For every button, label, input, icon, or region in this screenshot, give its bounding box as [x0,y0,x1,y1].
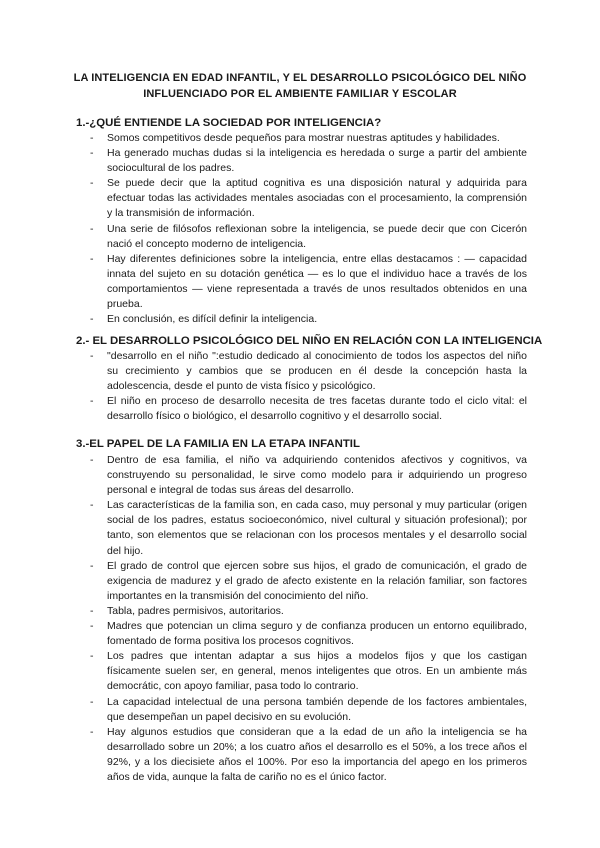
bullet-dash: - [90,252,94,265]
list-item: - La capacidad intelectual de una persona también depende de los factores ambientales, que desempeñan un papel decisivo en su evolución. [90,695,527,723]
bullet-dash: - [90,499,94,512]
document-title [60,70,540,102]
bullet-dash: - [90,620,94,633]
section-3-heading: 3.-EL PAPEL DE LA FAMILIA EN LA ETAPA INFANTIL [76,438,360,450]
list-item: - Las características de la familia son, en cada caso, muy personal y muy particular (origen social de los padres, estatus socioeconómico, nivel cultural y situación profesional); por tanto, son elementos que se relacionan con los procesos mentales y el desarrollo social del hijo. [90,499,527,557]
bullet-dash: - [90,395,94,408]
list-item: - Somos competitivos desde pequeños para mostrar nuestras aptitudes y habilidades. [0,131,527,146]
section-2-list [0,349,527,424]
bullet-dash: - [90,650,94,663]
bullet-dash: - [90,350,94,362]
bullet-dash: - [90,695,94,708]
list-item: - Una serie de filósofos reflexionan sobre la inteligencia, se puede decir que con Cicerón nació el concepto moderno de inteligencia. [90,222,527,250]
bullet-dash: - [90,313,94,326]
list-item: - Tabla, padres permisivos, autoritarios. [0,604,527,619]
bullet-dash: - [90,177,94,190]
bullet-dash: - [90,147,94,160]
bullet-dash: - [90,454,94,466]
title-line-2: INFLUENCIADO POR EL AMBIENTE FAMILIAR Y ESCOLAR [143,88,457,100]
list-item: - Se puede decir que la aptitud cognitiva es una disposición natural y adquirida para efectuar todas las actividades mentales asociadas con el procesamiento, la comprensión y la transmisión de información. [90,177,527,220]
title-line-1: LA INTELIGENCIA EN EDAD INFANTIL, Y EL DESARROLLO PSICOLÓGICO DEL NIÑO [73,72,527,84]
list-item: - Hay diferentes definiciones sobre la inteligencia, entre ellas destacamos : — capacidad innata del sujeto en su dotación genética — es lo que el individuo hace a través de los comportamientos — viene representada a través de unos resultados obtenidos en una prueba. [90,252,527,311]
bullet-dash: - [90,132,94,144]
list-item: - Ha generado muchas dudas si la inteligencia es heredada o surge a partir del ambiente sociocultural de los padres. [90,147,527,175]
section-1-heading: 1.-¿QUÉ ENTIENDE LA SOCIEDAD POR INTELIGENCIA? [76,117,382,129]
list-item: - El grado de control que ejercen sobre sus hijos, el grado de comunicación, el grado de exigencia de madurez y el grado de afecto existente en la relación familiar, son factores importantes en la transmisión del conocimiento del niño. [90,559,527,602]
list-item: - El niño en proceso de desarrollo necesita de tres facetas durante todo el ciclo vital: el desarrollo físico o biológico, el desarrollo cognitivo y el desarrollo social. [90,395,527,423]
list-item: - Dentro de esa familia, el niño va adquiriendo contenidos afectivos y cognitivos, va construyendo su personalidad, le sirve como modelo para ir adquiriendo un progreso personal e integral de todas sus áreas del desarrollo. [90,454,527,497]
section-3-list [0,453,527,785]
list-item: - Los padres que intentan adaptar a sus hijos a modelos fijos y que los castigan físicamente suelen ser, en general, menos inteligentes que otros. En un ambiente más democrátic, con apoyo familiar, pasa todo lo contrario. [90,650,527,693]
list-item: - "desarrollo en el niño ":estudio dedicado al conocimiento de todos los aspectos del niño su crecimiento y cambios que se producen en él desde la concepción hasta la adolescencia, desde el punto de vista físico y psicológico. [90,350,527,393]
bullet-dash: - [90,222,94,235]
section-2-heading: 2.- EL DESARROLLO PSICOLÓGICO DEL NIÑO EN RELACIÓN CON LA INTELIGENCIA [76,335,543,347]
list-item: - En conclusión, es difícil definir la inteligencia. [0,312,527,327]
bullet-dash: - [90,725,94,738]
list-item: - Hay algunos estudios que consideran que a la edad de un año la inteligencia se ha desarrollado sobre un 20%; a los cuatro años el desarrollo es el 50%, a los trece años el 92%, y a los diecisiete años el 100%. Por eso la importancia del apego en los primeros años de vida, aunque la falta de cariño no es el único factor. [90,725,527,783]
bullet-dash: - [90,604,94,617]
list-item: - Madres que potencian un clima seguro y de confianza producen un entorno equilibrado, fomentado de forma positiva los procesos cognitivos. [90,620,527,648]
section-1-list [0,131,527,327]
bullet-dash: - [90,559,94,572]
